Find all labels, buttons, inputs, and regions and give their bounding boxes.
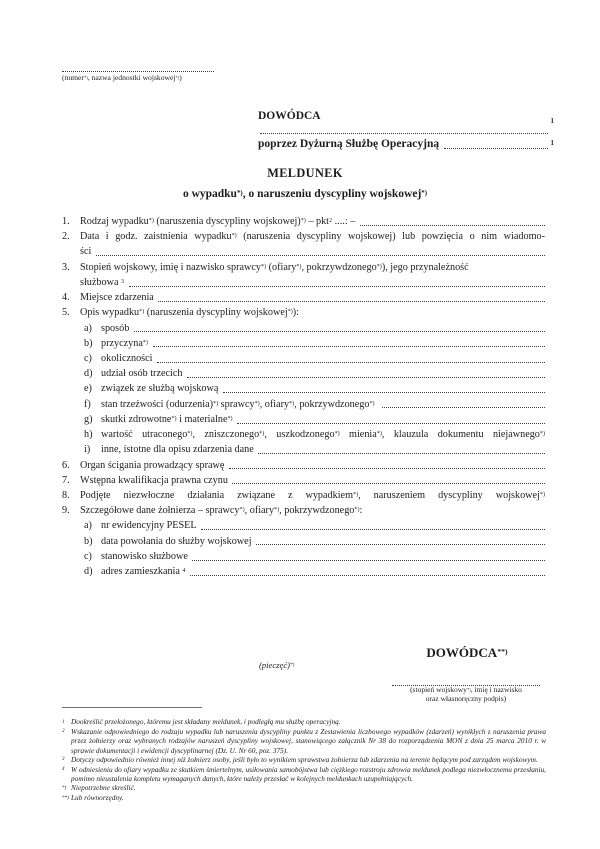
sub-item-label: d) (84, 368, 93, 380)
footnote (62, 793, 546, 803)
addressee-fill-line: 1 (258, 124, 554, 135)
text-segment: stanowisko służbowe (101, 550, 191, 562)
form-body (62, 214, 545, 579)
footnote (62, 727, 546, 755)
via-duty-service-line: poprzez Dyżurną Służbę Operacyjną $^1$ (258, 138, 554, 150)
form-row (62, 473, 545, 488)
text-segment: (ofiary (266, 261, 297, 273)
dotted-fill-line (358, 214, 545, 229)
text-segment: , pokrzywdzonego (301, 261, 377, 273)
form-row (62, 321, 545, 336)
text-segment: , uszkodzonego (264, 429, 335, 441)
footnote-text: Dookreślić przełożonego, któremu jest składany meldunek, i podległą mu służbę operacyjną. (71, 717, 341, 726)
form-line (101, 442, 545, 457)
dotted-fill-line (188, 564, 545, 579)
item-number: 8. (62, 489, 70, 501)
report-subtitle (62, 187, 548, 201)
sub-item-label: a) (84, 520, 92, 532)
via-label: poprzez Dyżurną Służbę Operacyjną (258, 138, 442, 150)
footnote-marker: 4 (62, 766, 65, 773)
form-line: przyczyna *) (101, 336, 545, 351)
text-segment: (pieczęć) (259, 660, 291, 670)
text-segment: Stopień wojskowy, imię i nazwisko sprawcy (80, 261, 261, 273)
item-number: 1. (62, 216, 70, 227)
form-line (80, 488, 545, 503)
item-number: 7. (62, 474, 70, 486)
form-row (62, 397, 545, 412)
form-row (62, 336, 545, 351)
sub-item-label: c) (84, 352, 92, 364)
unit-header (62, 62, 218, 83)
footnote-reference: *) (466, 686, 471, 692)
footnote-reference: **) (497, 647, 508, 657)
footnote-reference: *) (259, 431, 265, 438)
footnote-reference: *) (236, 189, 243, 197)
dotted-fill-line (199, 518, 545, 533)
form-line: Stopień wojskowy, imię i nazwisko sprawcy *) (ofiary *) , pokrzywdzonego *) ), jego przynależność (80, 260, 545, 275)
form-row (62, 534, 545, 549)
text-segment: Wstępna kwalifikacja prawna czynu (80, 474, 231, 486)
dotted-fill-line (94, 244, 545, 259)
item-number: 3. (62, 261, 70, 273)
text-segment: , nazwa jednostki wojskowej (87, 73, 176, 82)
footnote-reference: *) (539, 431, 545, 438)
text-segment: Szczegółowe dane żołnierza – sprawcy (80, 505, 240, 517)
form-row (62, 214, 545, 229)
footnote-reference: *) (175, 74, 180, 80)
signature-block (385, 678, 547, 704)
sub-item-label: b) (84, 337, 93, 349)
form-row (62, 442, 545, 457)
form-line: stan trzeźwości (odurzenia) *) sprawcy *) , ofiary *) , pokrzywdzonego *) (101, 397, 545, 412)
signature-caption-line2: oraz własnoręczny podpis) (425, 693, 507, 703)
footnote-reference: *) (421, 189, 428, 197)
dotted-fill-line (256, 442, 545, 457)
text-segment: ....: – (332, 216, 358, 227)
form-line: Rodzaj wypadku *) (naruszenia dyscypliny wojskowej) *) – pkt $^2$ ....: – (80, 214, 545, 229)
text-segment: nr ewidencyjny PESEL (101, 520, 199, 532)
dotted-fill-line (221, 381, 545, 396)
text-segment: Organ ścigania prowadzący sprawę (80, 459, 227, 471)
text-segment: skutki zdrowotne (101, 413, 172, 425)
footnote-reference: *) (83, 74, 88, 80)
footnote-reference: *) (376, 431, 382, 438)
form-row (62, 518, 545, 533)
form-line (101, 366, 545, 381)
sub-item-label: e) (84, 383, 92, 395)
dotted-fill-line (442, 137, 548, 152)
sub-item-label: h) (84, 429, 93, 441)
text-segment: stan trzeźwości (odurzenia) (101, 398, 214, 410)
dotted-fill-line (156, 290, 545, 305)
footnote (62, 783, 546, 793)
footnote-marker: 2 (62, 728, 65, 735)
text-segment: (naruszenia dyscypliny wojskowej) lub powzięcia o nim wiadomo- (236, 231, 545, 243)
form-line (101, 427, 545, 442)
form-row (62, 503, 545, 518)
form-line (101, 518, 545, 533)
text-segment: udział osób trzecich (101, 368, 186, 380)
text-segment: (naruszenia dyscypliny wojskowej (144, 307, 288, 319)
footnote-separator (62, 707, 202, 708)
form-row (62, 229, 545, 244)
text-segment: i materialne (176, 413, 228, 425)
form-line (101, 549, 545, 564)
footnote-text: Wskazanie odpowiedniego do rodzaju wypadku lub naruszenia dyscypliny punktu z Zestawienia liczbowego wypadków (zdarzeń) wynikłych z naruszenia prawa przez żołnierzy oraz wybranych rodzajów naruszeń dyscypliny wojskowej, stanowiącego załącznik Nr 38 do rozporządzenia MON z dnia 25 marca 2010 r. w sprawie dokumentacji i ewidencji dyscyplinarnej (Dz. U. Nr 60, poz. 375). (71, 726, 546, 755)
form-row (62, 564, 545, 579)
sub-item-label: i) (84, 444, 91, 456)
text-segment: ści (80, 246, 94, 258)
form-line: adres zamieszkania $^4$ (101, 564, 545, 579)
footnote (62, 717, 546, 727)
text-segment: , pokrzywdzonego (279, 505, 355, 517)
form-row (62, 381, 545, 396)
dotted-fill-line (227, 458, 545, 473)
item-number: 9. (62, 505, 70, 517)
text-segment: inne, istotne dla opisu zdarzenia dane (101, 444, 257, 456)
form-line (101, 534, 545, 549)
text-segment: : (359, 505, 363, 517)
text-segment: wartość utraconego (101, 429, 188, 441)
footnote-reference: *) (187, 431, 193, 438)
text-segment: ) (179, 73, 182, 82)
text-segment: ), jego przynależność (381, 261, 469, 273)
dotted-fill-line (235, 412, 545, 427)
dotted-fill-line (185, 366, 545, 381)
footnote (62, 765, 546, 784)
form-row (62, 260, 545, 275)
item-number: 6. (62, 459, 70, 471)
footnotes-block (62, 717, 546, 803)
form-row (62, 366, 545, 381)
item-number: 4. (62, 292, 70, 304)
footnote-marker: **) (62, 794, 69, 801)
footnote (62, 755, 546, 765)
form-row (62, 549, 545, 564)
text-segment: (numer (62, 73, 84, 82)
text-segment: służbowa (80, 276, 122, 288)
dotted-fill-line (151, 336, 546, 351)
sub-item-label: b) (84, 535, 93, 547)
form-line: Szczegółowe dane żołnierza – sprawcy *) , ofiary *) , pokrzywdzonego *) : (80, 503, 545, 518)
dotted-fill-line (254, 534, 545, 549)
form-line: służbowa $^3$ (80, 275, 545, 290)
footnote-text: Niepotrzebne skreślić. (71, 783, 136, 793)
sub-item-label: a) (84, 322, 92, 334)
text-segment: (stopień wojskowy (410, 685, 467, 694)
form-row (62, 275, 545, 290)
dotted-fill-line (132, 321, 545, 336)
text-segment: , naruszeniem dyscypliny wojskowej (358, 489, 540, 501)
text-segment: Rodzaj wypadku (80, 216, 149, 227)
unit-dotted-line (62, 62, 214, 72)
dotted-fill-line (380, 397, 545, 412)
sub-item-label: d) (84, 566, 93, 578)
text-segment: Data i godz. zaistnienia wypadku (80, 231, 232, 243)
form-line (80, 290, 545, 305)
text-segment: okoliczności (101, 352, 156, 364)
text-segment: , imię i nazwisko (470, 685, 522, 694)
form-line (101, 351, 545, 366)
text-segment: o wypadku (182, 188, 237, 200)
title-block (62, 166, 548, 201)
form-line (80, 244, 545, 259)
text-segment: , klauzula dokumentu niejawnego (381, 429, 540, 441)
footnote-reference: *) (539, 491, 545, 498)
text-segment: , pokrzywdzonego (294, 398, 370, 410)
form-row (62, 458, 545, 473)
addressee-block (258, 109, 554, 152)
form-row (62, 412, 545, 427)
commander-signature-heading (388, 645, 546, 660)
text-segment: mienia (339, 429, 377, 441)
stamp-label (259, 660, 294, 670)
footnote-text: Dotyczy odpowiednio również innej niż żołnierz osoby, jeśli było to wynikiem sprawstwa żołnierza lub zdarzenia na terenie będącym pod zarządem wojskowym. (71, 754, 538, 764)
form-line: skutki zdrowotne *) i materialne *) (101, 412, 545, 427)
footnote-text: Lub równorzędny. (71, 793, 124, 803)
text-segment: data powołania do służby wojskowej (101, 535, 255, 547)
form-line (80, 473, 545, 488)
sub-item-label: g) (84, 413, 93, 425)
dotted-fill-line (127, 275, 545, 290)
text-segment: (naruszenia dyscypliny wojskowej) (153, 216, 301, 227)
text-segment: Podjęte niezwłoczne działania związane z wypadkiem (80, 489, 354, 501)
dotted-fill-line (190, 549, 545, 564)
footnote-marker: 1 (62, 718, 65, 725)
text-segment: , o naruszeniu dyscypliny wojskowej (242, 188, 422, 200)
text-segment: – pkt (305, 216, 330, 227)
form-row (62, 488, 545, 503)
text-segment: , zniszczonego (192, 429, 260, 441)
item-number: 5. (62, 307, 70, 319)
form-row (62, 244, 545, 259)
footnote-marker: 3 (62, 756, 65, 763)
form-line (101, 381, 545, 396)
form-line: Opis wypadku *) (naruszenia dyscypliny wojskowej *) ): (80, 305, 545, 320)
commander-heading: DOWÓDCA (258, 110, 321, 122)
text-segment: ): (292, 307, 300, 319)
footnote-reference: *) (334, 431, 340, 438)
dotted-fill-line (258, 124, 548, 135)
form-row (62, 427, 545, 442)
form-line (80, 229, 545, 244)
footnote-text: W odniesieniu do ofiary wypadku ze skutkiem śmiertelnym, usiłowania samobójstwa lub ciężkiego rozstroju zdrowia meldunek podlega niezwłocznemu przesłaniu, pomimo nieustalenia kompletu wymaganych danych, które należy przesłać w kolejnych meldunkach uzupełniających. (71, 764, 546, 784)
report-title: MELDUNEK (267, 166, 343, 180)
item-number: 2. (62, 231, 70, 243)
text-segment: adres zamieszkania (101, 566, 183, 578)
footnote-reference: *) (290, 662, 295, 669)
form-line (80, 458, 545, 473)
sub-item-label: c) (84, 550, 92, 562)
text-segment: związek ze służbą wojskową (101, 383, 221, 395)
text-segment: sprawcy (218, 398, 255, 410)
text-segment: , ofiary (244, 505, 275, 517)
footnote-marker: *) (62, 784, 67, 791)
text-segment: przyczyna (101, 337, 143, 349)
dotted-fill-line (155, 351, 545, 366)
sub-item-label: f) (84, 398, 91, 410)
text-segment: DOWÓDCA (426, 645, 498, 660)
text-segment: sposób (101, 322, 132, 334)
form-row (62, 351, 545, 366)
text-segment: Opis wypadku (80, 307, 140, 319)
unit-caption (62, 73, 218, 83)
form-line (101, 321, 545, 336)
form-row (62, 290, 545, 305)
form-row (62, 305, 545, 320)
text-segment: Miejsce zdarzenia (80, 292, 157, 304)
text-segment: , ofiary (259, 398, 290, 410)
footnote-reference: *) (231, 233, 237, 240)
dotted-fill-line (230, 473, 545, 488)
footnote-reference: *) (353, 491, 359, 498)
